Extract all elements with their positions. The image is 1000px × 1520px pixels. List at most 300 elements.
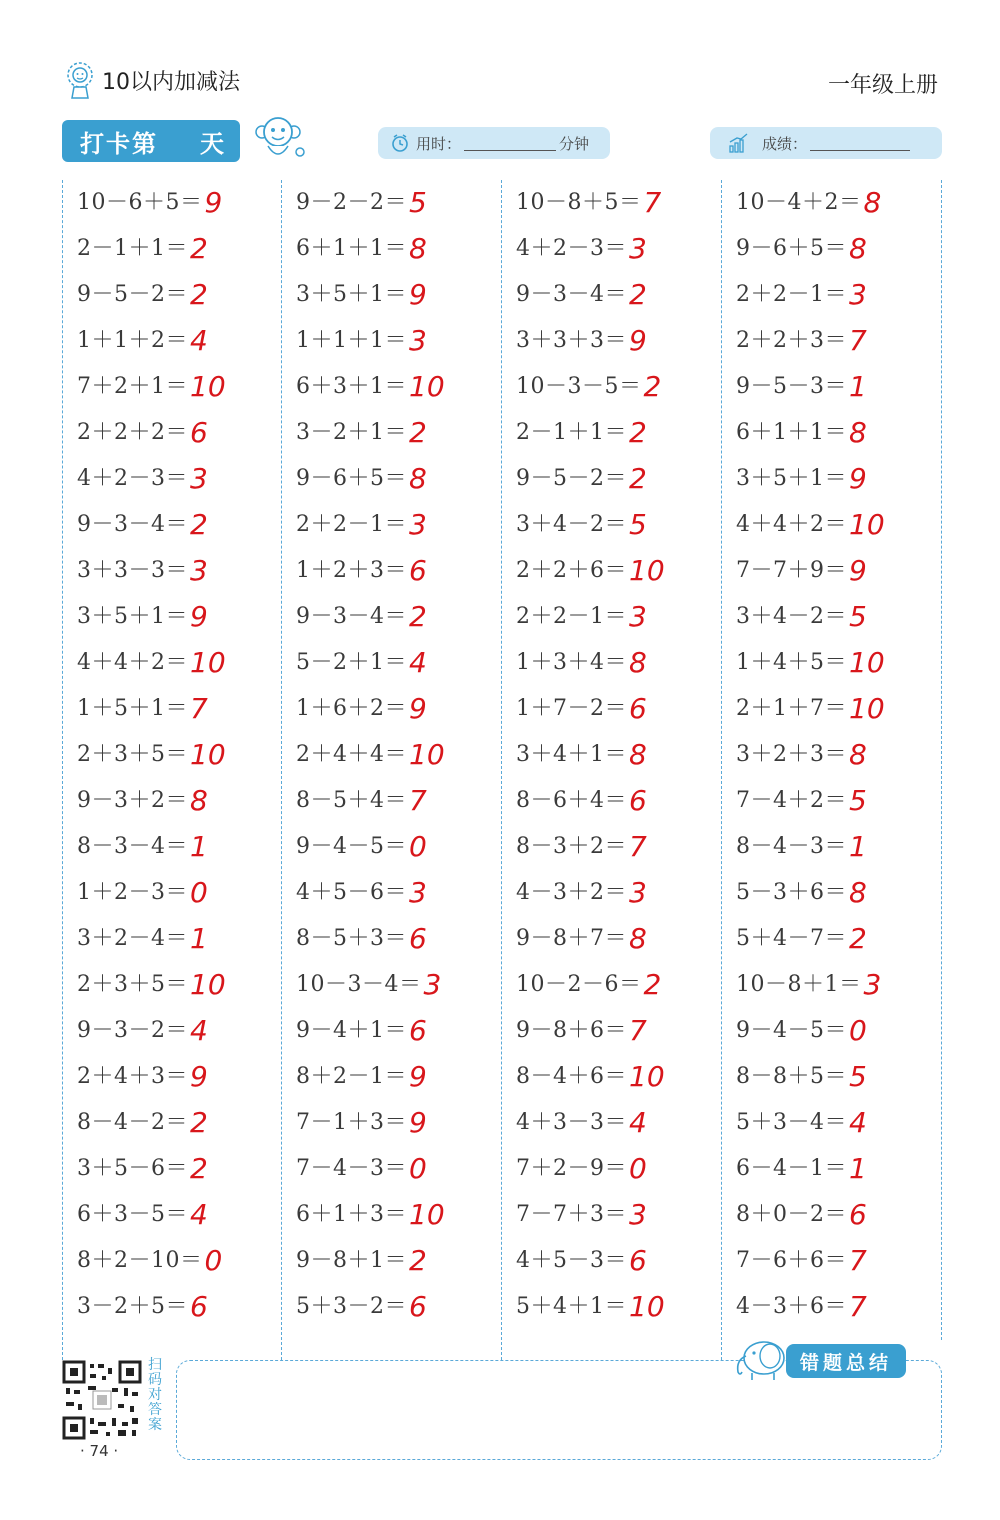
- grade-label: 一年级上册: [827, 73, 938, 98]
- exercise-question: 9－6＋5＝: [736, 235, 847, 261]
- mistake-summary-title: 错题总结: [786, 1344, 906, 1378]
- exercise-row: [516, 732, 647, 772]
- exercise-question: 3＋4－2＝: [736, 603, 847, 629]
- exercise-question: 5－3＋6＝: [736, 879, 847, 905]
- handwritten-answer[interactable]: 2: [190, 1151, 208, 1185]
- exercise-question: 7－6＋6＝: [736, 1247, 847, 1273]
- handwritten-answer[interactable]: 8: [190, 783, 208, 817]
- exercise-question: 9－4－5＝: [736, 1017, 847, 1043]
- score-field: [710, 127, 942, 159]
- handwritten-answer[interactable]: 6: [409, 1013, 427, 1047]
- exercise-row: [736, 640, 885, 680]
- handwritten-answer[interactable]: 3: [409, 875, 427, 909]
- handwritten-answer[interactable]: 9: [849, 461, 867, 495]
- exercise-question: 10－2－6＝: [516, 971, 642, 997]
- exercise-question: 3＋5＋1＝: [77, 603, 188, 629]
- exercise-question: 3＋2－4＝: [77, 925, 188, 951]
- handwritten-answer[interactable]: 3: [629, 599, 647, 633]
- monkey-mascot-icon: [252, 112, 308, 168]
- handwritten-answer[interactable]: 7: [849, 1243, 867, 1277]
- handwritten-answer[interactable]: 10: [849, 645, 885, 679]
- exercise-question: 7＋2＋1＝: [77, 373, 188, 399]
- exercise-question: 10－6＋5＝: [77, 189, 203, 215]
- qr-code-icon[interactable]: [62, 1360, 142, 1440]
- handwritten-answer[interactable]: 5: [849, 783, 867, 817]
- exercise-row: [77, 548, 208, 588]
- exercise-question: 2＋3＋5＝: [77, 741, 188, 767]
- handwritten-answer[interactable]: 9: [409, 1059, 427, 1093]
- handwritten-answer[interactable]: 9: [849, 553, 867, 587]
- exercise-row: [296, 502, 427, 542]
- page-number: · 74 ·: [80, 1442, 119, 1460]
- exercise-row: [516, 1284, 665, 1324]
- exercise-question: 4－3＋2＝: [516, 879, 627, 905]
- exercise-row: [77, 916, 208, 956]
- handwritten-answer[interactable]: 6: [190, 415, 208, 449]
- score-input[interactable]: [810, 135, 910, 151]
- time-input[interactable]: [464, 135, 556, 151]
- exercise-row: [736, 318, 867, 358]
- exercise-row: [77, 870, 208, 910]
- handwritten-answer[interactable]: 10: [190, 645, 226, 679]
- handwritten-answer[interactable]: 10: [409, 369, 445, 403]
- exercise-question: 8＋0－2＝: [736, 1201, 847, 1227]
- exercise-question: 6－4－1＝: [736, 1155, 847, 1181]
- handwritten-answer[interactable]: 8: [849, 415, 867, 449]
- handwritten-answer[interactable]: 8: [849, 231, 867, 265]
- exercise-question: 9－3－4＝: [77, 511, 188, 537]
- handwritten-answer[interactable]: 1: [849, 1151, 867, 1185]
- exercise-row: [516, 870, 647, 910]
- handwritten-answer[interactable]: 5: [409, 185, 427, 219]
- handwritten-answer[interactable]: 6: [629, 783, 647, 817]
- handwritten-answer[interactable]: 7: [190, 691, 208, 725]
- exercise-row: [296, 594, 427, 634]
- exercise-row: [736, 272, 867, 312]
- book-title: [62, 58, 240, 102]
- exercise-row: [296, 778, 427, 818]
- exercise-question: 8－8＋5＝: [736, 1063, 847, 1089]
- exercise-question: 4＋5－3＝: [516, 1247, 627, 1273]
- exercise-row: [516, 502, 647, 542]
- handwritten-answer[interactable]: 0: [849, 1013, 867, 1047]
- handwritten-answer[interactable]: 1: [190, 829, 208, 863]
- exercise-question: 1＋1＋2＝: [77, 327, 188, 353]
- exercise-question: 1＋4＋5＝: [736, 649, 847, 675]
- exercise-row: [736, 1146, 867, 1186]
- handwritten-answer[interactable]: 1: [190, 921, 208, 955]
- exercise-row: [516, 640, 647, 680]
- exercise-question: 5＋4＋1＝: [516, 1293, 627, 1319]
- exercise-question: 1＋3＋4＝: [516, 649, 627, 675]
- handwritten-answer[interactable]: 10: [849, 691, 885, 725]
- exercise-question: 5＋3－4＝: [736, 1109, 847, 1135]
- exercise-question: 3－2＋5＝: [77, 1293, 188, 1319]
- handwritten-answer[interactable]: 4: [629, 1105, 647, 1139]
- exercise-row: [736, 226, 867, 266]
- exercise-row: [736, 456, 867, 496]
- exercise-row: [736, 1192, 867, 1232]
- handwritten-answer[interactable]: 6: [409, 921, 427, 955]
- exercise-question: 2－1＋1＝: [77, 235, 188, 261]
- book-title-text: 10以内加减法: [102, 69, 240, 95]
- exercise-question: 2＋2＋3＝: [736, 327, 847, 353]
- exercise-row: [296, 640, 427, 680]
- exercise-row: [516, 456, 647, 496]
- exercise-row: [296, 732, 445, 772]
- handwritten-answer[interactable]: 4: [190, 1197, 208, 1231]
- chart-rising-icon: [728, 133, 750, 153]
- exercise-column-4: [722, 180, 942, 1340]
- time-label: 用时：: [416, 134, 462, 153]
- handwritten-answer[interactable]: 5: [849, 1059, 867, 1093]
- exercise-question: 4＋4＋2＝: [77, 649, 188, 675]
- exercise-question: 9－2－2＝: [296, 189, 407, 215]
- exercise-question: 3＋5＋1＝: [296, 281, 407, 307]
- handwritten-answer[interactable]: 5: [629, 507, 647, 541]
- exercise-row: [736, 180, 881, 220]
- exercise-question: 2＋2－1＝: [516, 603, 627, 629]
- exercise-row: [736, 1008, 867, 1048]
- exercise-row: [77, 226, 208, 266]
- exercise-row: [77, 364, 226, 404]
- exercise-question: 9－4＋1＝: [296, 1017, 407, 1043]
- exercise-row: [736, 824, 867, 864]
- handwritten-answer[interactable]: 3: [409, 323, 427, 357]
- handwritten-answer[interactable]: 5: [849, 599, 867, 633]
- exercise-question: 10－4＋2＝: [736, 189, 862, 215]
- checkin-badge: [62, 120, 240, 162]
- handwritten-answer[interactable]: 7: [849, 323, 867, 357]
- exercise-row: [516, 226, 647, 266]
- handwritten-answer[interactable]: 8: [409, 461, 427, 495]
- handwritten-answer[interactable]: 10: [409, 1197, 445, 1231]
- handwritten-answer[interactable]: 3: [863, 967, 882, 1001]
- time-unit: 分钟: [559, 134, 590, 153]
- handwritten-answer[interactable]: 3: [849, 277, 867, 311]
- exercise-row: [296, 870, 427, 910]
- handwritten-answer[interactable]: 2: [190, 1105, 208, 1139]
- exercise-question: 4＋5－6＝: [296, 879, 407, 905]
- exercise-row: [516, 1100, 647, 1140]
- exercise-row: [516, 1054, 665, 1094]
- exercise-row: [77, 686, 208, 726]
- exercise-row: [736, 364, 867, 404]
- exercise-question: 7－4＋2＝: [736, 787, 847, 813]
- exercise-question: 9－3－2＝: [77, 1017, 188, 1043]
- handwritten-answer[interactable]: 10: [409, 737, 445, 771]
- handwritten-answer[interactable]: 9: [190, 1059, 208, 1093]
- handwritten-answer[interactable]: 4: [849, 1105, 867, 1139]
- handwritten-answer[interactable]: 2: [849, 921, 867, 955]
- handwritten-answer[interactable]: 9: [409, 691, 427, 725]
- exercise-question: 6＋3＋1＝: [296, 373, 407, 399]
- exercise-row: [296, 962, 441, 1002]
- exercise-question: 2＋2－1＝: [736, 281, 847, 307]
- exercise-question: 4＋2－3＝: [77, 465, 188, 491]
- exercise-row: [77, 1284, 208, 1324]
- handwritten-answer[interactable]: 0: [204, 1243, 223, 1277]
- exercise-question: 9－4－5＝: [296, 833, 407, 859]
- exercise-row: [77, 824, 208, 864]
- exercise-row: [296, 364, 445, 404]
- handwritten-answer[interactable]: 9: [409, 1105, 427, 1139]
- exercise-question: 3＋4－2＝: [516, 511, 627, 537]
- exercise-question: 3＋5＋1＝: [736, 465, 847, 491]
- handwritten-answer[interactable]: 7: [849, 1289, 867, 1323]
- handwritten-answer[interactable]: 0: [409, 829, 427, 863]
- exercise-row: [296, 1238, 427, 1278]
- exercise-row: [736, 548, 867, 588]
- handwritten-answer[interactable]: 2: [629, 415, 647, 449]
- exercise-row: [296, 1100, 427, 1140]
- checkin-suffix: 天: [200, 129, 226, 158]
- handwritten-answer[interactable]: 9: [190, 599, 208, 633]
- handwritten-answer[interactable]: 0: [629, 1151, 647, 1185]
- exercise-column-3: [502, 180, 722, 1360]
- handwritten-answer[interactable]: 6: [190, 1289, 208, 1323]
- handwritten-answer[interactable]: 7: [629, 829, 647, 863]
- exercise-row: [736, 916, 867, 956]
- handwritten-answer[interactable]: 3: [409, 507, 427, 541]
- exercise-column-2: [282, 180, 502, 1360]
- handwritten-answer[interactable]: 3: [190, 553, 208, 587]
- handwritten-answer[interactable]: 2: [409, 599, 427, 633]
- exercise-question: 1＋7－2＝: [516, 695, 627, 721]
- handwritten-answer[interactable]: 6: [849, 1197, 867, 1231]
- exercise-question: 7＋2－9＝: [516, 1155, 627, 1181]
- checkin-prefix: 打卡第: [80, 129, 158, 158]
- exercise-question: 8－4－3＝: [736, 833, 847, 859]
- exercise-row: [296, 1146, 427, 1186]
- handwritten-answer[interactable]: 4: [190, 323, 208, 357]
- handwritten-answer[interactable]: 2: [643, 369, 662, 403]
- exercise-row: [77, 1238, 222, 1278]
- exercise-question: 2－1＋1＝: [516, 419, 627, 445]
- exercise-question: 3－2＋1＝: [296, 419, 407, 445]
- exercise-row: [736, 962, 881, 1002]
- exercise-question: 7－1＋3＝: [296, 1109, 407, 1135]
- exercise-row: [77, 1146, 208, 1186]
- handwritten-answer[interactable]: 10: [629, 1059, 665, 1093]
- exercise-question: 6＋3－5＝: [77, 1201, 188, 1227]
- clock-icon: [390, 133, 410, 153]
- handwritten-answer[interactable]: 3: [629, 1197, 647, 1231]
- handwritten-answer[interactable]: 8: [629, 921, 647, 955]
- exercise-row: [736, 1284, 867, 1324]
- handwritten-answer[interactable]: 10: [190, 737, 226, 771]
- handwritten-answer[interactable]: 2: [409, 1243, 427, 1277]
- exercise-row: [736, 732, 867, 772]
- handwritten-answer[interactable]: 7: [629, 1013, 647, 1047]
- handwritten-answer[interactable]: 3: [629, 875, 647, 909]
- exercise-question: 9－3＋2＝: [77, 787, 188, 813]
- exercise-row: [77, 272, 208, 312]
- exercise-question: 10－8＋1＝: [736, 971, 862, 997]
- handwritten-answer[interactable]: 8: [849, 737, 867, 771]
- exercise-question: 9－8＋1＝: [296, 1247, 407, 1273]
- exercise-row: [77, 456, 208, 496]
- qr-scan-label: 扫 码 对 答 案: [148, 1357, 162, 1433]
- exercise-row: [296, 686, 427, 726]
- handwritten-answer[interactable]: 7: [409, 783, 427, 817]
- handwritten-answer[interactable]: 8: [629, 737, 647, 771]
- exercise-question: 3＋3＋3＝: [516, 327, 627, 353]
- exercise-row: [516, 364, 661, 404]
- handwritten-answer[interactable]: 3: [629, 231, 647, 265]
- exercise-row: [77, 1192, 208, 1232]
- exercise-question: 4＋4＋2＝: [736, 511, 847, 537]
- handwritten-answer[interactable]: 2: [629, 461, 647, 495]
- exercise-question: 8＋2－10＝: [77, 1247, 203, 1273]
- exercise-row: [516, 962, 661, 1002]
- exercise-row: [516, 272, 647, 312]
- exercise-question: 10－3－5＝: [516, 373, 642, 399]
- exercise-question: 6＋1＋1＝: [736, 419, 847, 445]
- handwritten-answer[interactable]: 4: [409, 645, 427, 679]
- exercise-row: [516, 916, 647, 956]
- exercise-question: 1＋1＋1＝: [296, 327, 407, 353]
- handwritten-answer[interactable]: 8: [629, 645, 647, 679]
- exercise-question: 6＋1＋1＝: [296, 235, 407, 261]
- exercise-row: [736, 594, 867, 634]
- exercise-row: [736, 1238, 867, 1278]
- exercise-row: [516, 1008, 647, 1048]
- exercise-question: 4＋3－3＝: [516, 1109, 627, 1135]
- exercise-row: [736, 870, 867, 910]
- exercise-row: [516, 1192, 647, 1232]
- handwritten-answer[interactable]: 0: [409, 1151, 427, 1185]
- exercise-question: 8＋2－1＝: [296, 1063, 407, 1089]
- exercise-row: [516, 824, 647, 864]
- handwritten-answer[interactable]: 10: [190, 369, 226, 403]
- exercise-row: [77, 732, 226, 772]
- handwritten-answer[interactable]: 8: [849, 875, 867, 909]
- exercise-question: 2＋2＋6＝: [516, 557, 627, 583]
- exercise-row: [516, 180, 661, 220]
- exercise-question: 8－4－2＝: [77, 1109, 188, 1135]
- exercise-row: [77, 1008, 208, 1048]
- exercise-question: 9－3－4＝: [516, 281, 627, 307]
- exercise-row: [296, 916, 427, 956]
- exercise-row: [296, 548, 427, 588]
- exercise-question: 5＋3－2＝: [296, 1293, 407, 1319]
- handwritten-answer[interactable]: 10: [629, 553, 665, 587]
- exercise-question: 5－2＋1＝: [296, 649, 407, 675]
- exercise-question: 2＋1＋7＝: [736, 695, 847, 721]
- time-field: [378, 127, 610, 159]
- exercise-row: [77, 410, 208, 450]
- exercise-question: 1＋2＋3＝: [296, 557, 407, 583]
- handwritten-answer[interactable]: 8: [863, 185, 882, 219]
- handwritten-answer[interactable]: 6: [409, 1289, 427, 1323]
- handwritten-answer[interactable]: 0: [190, 875, 208, 909]
- exercise-row: [296, 1054, 427, 1094]
- exercise-question: 7－4－3＝: [296, 1155, 407, 1181]
- exercise-row: [296, 410, 427, 450]
- exercise-row: [296, 272, 427, 312]
- exercise-question: 2＋2＋2＝: [77, 419, 188, 445]
- handwritten-answer[interactable]: 2: [629, 277, 647, 311]
- handwritten-answer[interactable]: 7: [643, 185, 662, 219]
- exercise-question: 8－4＋6＝: [516, 1063, 627, 1089]
- exercise-row: [736, 502, 885, 542]
- exercise-question: 9－8＋6＝: [516, 1017, 627, 1043]
- handwritten-answer[interactable]: 10: [190, 967, 226, 1001]
- handwritten-answer[interactable]: 9: [204, 185, 223, 219]
- exercise-row: [296, 318, 427, 358]
- exercise-row: [77, 778, 208, 818]
- exercise-row: [296, 180, 427, 220]
- exercise-question: 5＋4－7＝: [736, 925, 847, 951]
- exercise-question: 7－7＋3＝: [516, 1201, 627, 1227]
- handwritten-answer[interactable]: 2: [190, 507, 208, 541]
- exercise-question: 10－3－4＝: [296, 971, 422, 997]
- exercise-question: 7－7＋9＝: [736, 557, 847, 583]
- exercise-question: 1＋2－3＝: [77, 879, 188, 905]
- exercise-row: [77, 594, 208, 634]
- exercise-row: [296, 824, 427, 864]
- exercise-question: 1＋5＋1＝: [77, 695, 188, 721]
- exercise-row: [77, 318, 208, 358]
- exercise-row: [516, 686, 647, 726]
- handwritten-answer[interactable]: 8: [409, 231, 427, 265]
- handwritten-answer[interactable]: 10: [849, 507, 885, 541]
- handwritten-answer[interactable]: 2: [190, 231, 208, 265]
- handwritten-answer[interactable]: 3: [190, 461, 208, 495]
- exercise-row: [736, 686, 885, 726]
- handwritten-answer[interactable]: 3: [423, 967, 442, 1001]
- exercise-question: 8－3－4＝: [77, 833, 188, 859]
- exercise-question: 2＋4＋4＝: [296, 741, 407, 767]
- exercise-row: [736, 778, 867, 818]
- handwritten-answer[interactable]: 2: [190, 277, 208, 311]
- handwritten-answer[interactable]: 6: [629, 691, 647, 725]
- handwritten-answer[interactable]: 1: [849, 369, 867, 403]
- lion-mascot-icon: [62, 60, 98, 100]
- exercise-grid: [62, 180, 942, 1360]
- handwritten-answer[interactable]: 6: [629, 1243, 647, 1277]
- exercise-question: 3＋5－6＝: [77, 1155, 188, 1181]
- handwritten-answer[interactable]: 1: [849, 829, 867, 863]
- exercise-question: 10－8＋5＝: [516, 189, 642, 215]
- exercise-question: 9－5－3＝: [736, 373, 847, 399]
- exercise-row: [77, 962, 226, 1002]
- exercise-row: [77, 640, 226, 680]
- exercise-row: [77, 180, 222, 220]
- exercise-row: [296, 1008, 427, 1048]
- exercise-column-1: [62, 180, 282, 1360]
- handwritten-answer[interactable]: 4: [190, 1013, 208, 1047]
- exercise-row: [296, 226, 427, 266]
- exercise-row: [516, 1146, 647, 1186]
- handwritten-answer[interactable]: 2: [409, 415, 427, 449]
- exercise-question: 3＋2＋3＝: [736, 741, 847, 767]
- exercise-question: 4＋2－3＝: [516, 235, 627, 261]
- exercise-row: [736, 410, 867, 450]
- handwritten-answer[interactable]: 9: [409, 277, 427, 311]
- handwritten-answer[interactable]: 10: [629, 1289, 665, 1323]
- handwritten-answer[interactable]: 6: [409, 553, 427, 587]
- exercise-row: [296, 456, 427, 496]
- handwritten-answer[interactable]: 2: [643, 967, 662, 1001]
- exercise-row: [516, 1238, 647, 1278]
- exercise-row: [736, 1100, 867, 1140]
- exercise-question: 3＋3－3＝: [77, 557, 188, 583]
- exercise-row: [516, 410, 647, 450]
- exercise-row: [516, 548, 665, 588]
- handwritten-answer[interactable]: 9: [629, 323, 647, 357]
